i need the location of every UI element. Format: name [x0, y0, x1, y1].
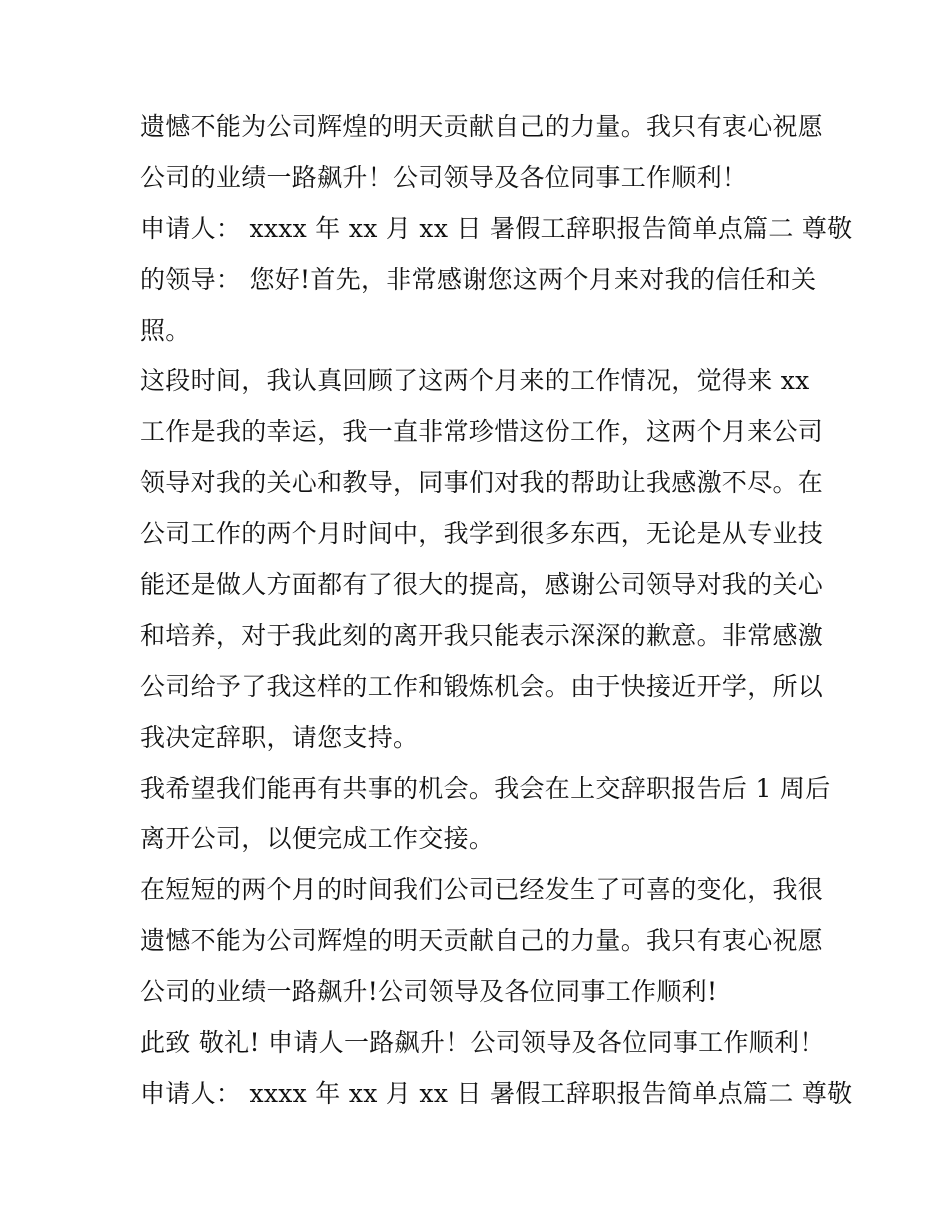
text-line: 此致 敬礼! 申请人一路飙升！公司领导及各位同事工作顺利！	[140, 1028, 825, 1058]
text-line: 申请人： xxxx 年 xx 月 xx 日 暑假工辞职报告简单点篇二 尊敬	[140, 213, 853, 243]
text-line: 能还是做人方面都有了很大的提高，感谢公司领导对我的关心	[140, 570, 824, 600]
text-line: 这段时间，我认真回顾了这两个月来的工作情况，觉得来 xx	[140, 366, 810, 396]
text-line: 公司给予了我这样的工作和锻炼机会。由于快接近开学，所以	[140, 671, 824, 701]
text-line: 的领导： 您好!首先，非常感谢您这两个月来对我的信任和关	[140, 264, 817, 294]
text-line: 申请人： xxxx 年 xx 月 xx 日 暑假工辞职报告简单点篇二 尊敬	[140, 1078, 853, 1108]
text-line: 在短短的两个月的时间我们公司已经发生了可喜的变化，我很	[140, 875, 824, 905]
text-line: 公司的业绩一路飙升！公司领导及各位同事工作顺利！	[140, 162, 748, 192]
text-line: 遗憾不能为公司辉煌的明天贡献自己的力量。我只有衷心祝愿	[140, 112, 824, 141]
text-line: 照。	[140, 315, 191, 345]
text-line: 我决定辞职，请您支持。	[140, 722, 419, 752]
document-body	[140, 102, 853, 1120]
text-line: 我希望我们能再有共事的机会。我会在上交辞职报告后 1 周后	[140, 773, 831, 803]
text-line: 工作是我的幸运，我一直非常珍惜这份工作，这两个月来公司	[140, 417, 824, 447]
text-line: 离开公司，以便完成工作交接。	[140, 824, 495, 854]
text-line: 领导对我的关心和教导，同事们对我的帮助让我感激不尽。在	[140, 468, 824, 498]
text-line: 公司工作的两个月时间中，我学到很多东西，无论是从专业技	[140, 519, 824, 549]
text-line: 和培养，对于我此刻的离开我只能表示深深的歉意。非常感激	[140, 620, 824, 650]
text-line: 遗憾不能为公司辉煌的明天贡献自己的力量。我只有衷心祝愿	[140, 926, 824, 956]
text-line: 公司的业绩一路飙升!公司领导及各位同事工作顺利!	[140, 977, 718, 1007]
